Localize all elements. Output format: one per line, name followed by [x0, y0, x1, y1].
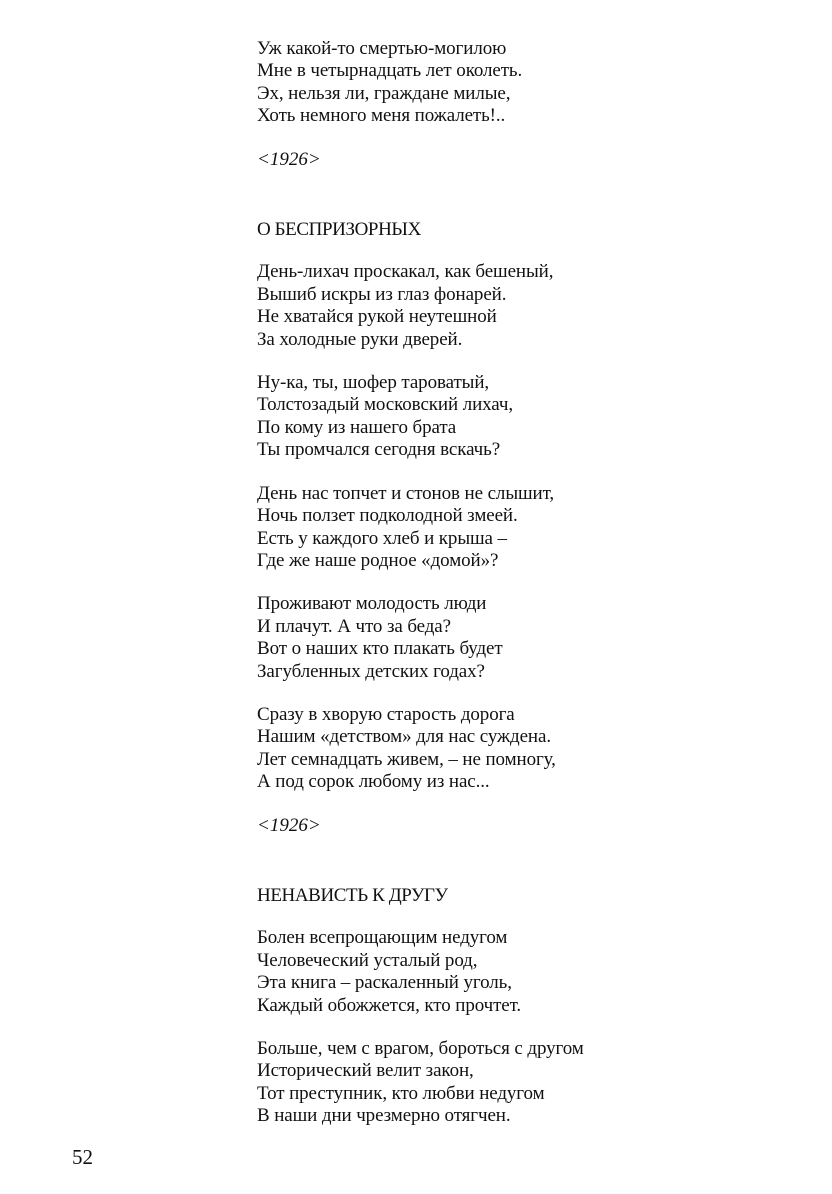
poem-line: Толстозадый московский лихач, [257, 394, 513, 416]
poem-line: День-лихач проскакал, как бешеный, [257, 261, 554, 283]
poem-line: Загубленных детских годах? [257, 660, 485, 682]
poem-line: Хоть немного меня пожалеть!.. [257, 105, 506, 127]
poem-line: Сразу в хворую старость дорога [257, 703, 515, 725]
stanza [257, 704, 777, 794]
poem-line: Не хватайся рукой неутешной [257, 306, 497, 328]
poem-line: Эх, нельзя ли, граждане милые, [257, 82, 511, 104]
poem-title: О БЕСПРИЗОРНЫХ [257, 219, 421, 241]
poem-line: Болен всепрощающим недугом [257, 927, 508, 949]
poem-line: Уж какой-то смертью-могилою [257, 38, 507, 59]
poem-line: Есть у каждого хлеб и крыша – [257, 527, 507, 549]
poem-line: По кому из нашего брата [257, 416, 457, 438]
poem-line: Нашим «детством» для нас суждена. [257, 726, 551, 748]
poem-line: Мне в четырнадцать лет околеть. [257, 60, 523, 82]
poem-date: <1926> [257, 148, 321, 170]
stanza [257, 927, 777, 1017]
stanza [257, 261, 777, 351]
poem-line: Ты промчался сегодня вскачь? [257, 439, 501, 461]
stanza [257, 38, 777, 128]
poem-line: И плачут. А что за беда? [257, 615, 451, 637]
poem-line: В наши дни чрезмерно отягчен. [257, 1105, 511, 1127]
poem-title: НЕНАВИСТЬ К ДРУГУ [257, 884, 448, 906]
stanza [257, 593, 777, 683]
poem-line: Тот преступник, кто любви недугом [257, 1082, 545, 1104]
stanza [257, 372, 777, 462]
poem-line: Где же наше родное «домой»? [257, 549, 499, 571]
text-column [257, 38, 777, 1149]
poem-line: Вот о наших кто плакать будет [257, 638, 503, 660]
stanza [257, 1038, 777, 1128]
poem-line: За холодные руки дверей. [257, 328, 463, 350]
poem-line: Ночь ползет подколодной змеей. [257, 505, 518, 527]
poem-line: День нас топчет и стонов не слышит, [257, 482, 555, 504]
stanza [257, 483, 777, 573]
poem-line: Ну-ка, ты, шофер тароватый, [257, 372, 490, 394]
poem-line: Лет семнадцать живем, – не помногу, [257, 748, 556, 770]
poem-line: Каждый обожжется, кто прочтет. [257, 994, 522, 1016]
poem-line: Вышиб искры из глаз фонарей. [257, 283, 507, 305]
poem-line: Исторический велит закон, [257, 1060, 474, 1082]
poem-line: Больше, чем с врагом, бороться с другом [257, 1038, 584, 1059]
poem-line: Эта книга – раскаленный уголь, [257, 972, 512, 994]
page-number: 52 [72, 1145, 93, 1169]
poem-line: Человеческий усталый род, [257, 949, 478, 971]
poem-line: Проживают молодость люди [257, 593, 487, 615]
poem-date: <1926> [257, 814, 321, 836]
poem-line: А под сорок любому из нас... [257, 771, 490, 793]
